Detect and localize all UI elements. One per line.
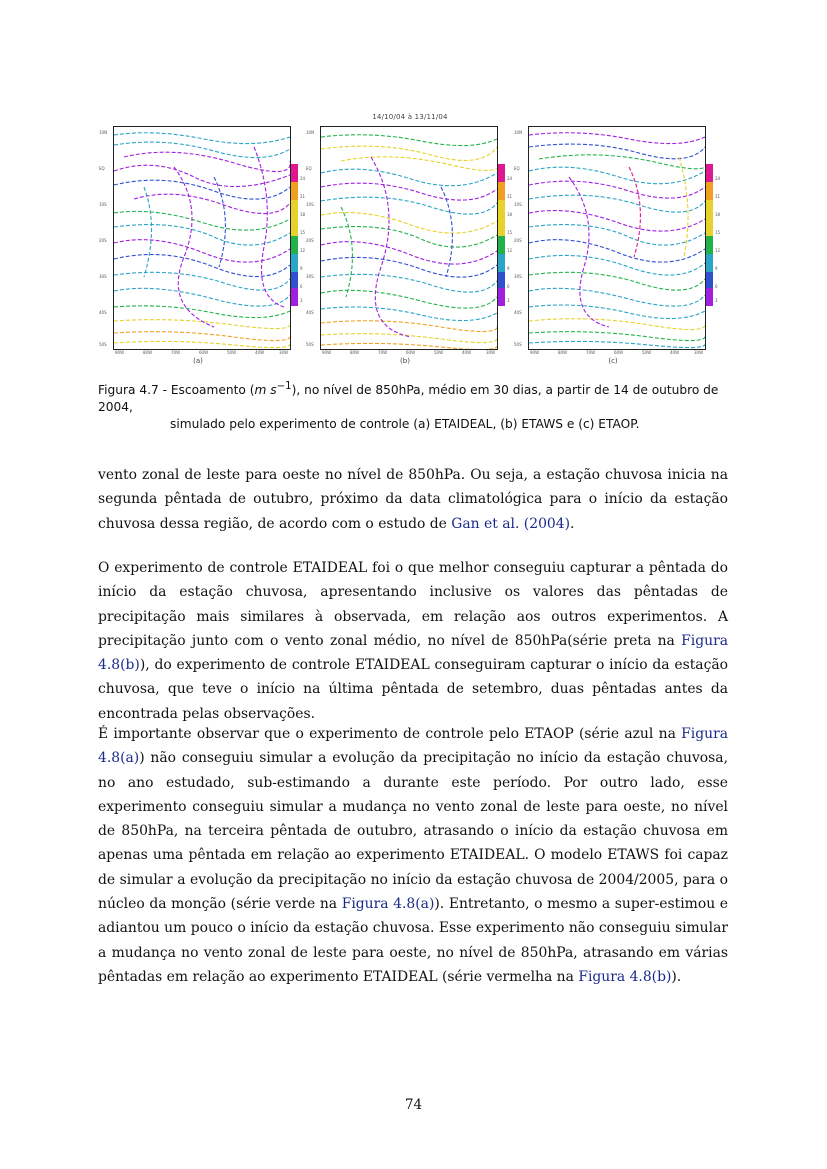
paragraph-2: O experimento de controle ETAIDEAL foi o que melhor conseguiu capturar a pêntada do início da estação chuvosa, apresentando inclusive os valores das pêntadas de precipitação mais similares à observada, em relação aos outros experimentos. A precipitação junto com o vento zonal médio, no nível de 850hPa(série preta na Figura 4.8(b)), do experimento de controle ETAIDEAL conseguiram capturar o início da estação chuvosa, que teve o início na última pêntada de setembro, duas pêntadas antes da encontrada pelas observações. xyxy=(98,560,728,722)
figure-link[interactable]: Figura 4.8(a) xyxy=(341,896,435,913)
colorbar-b-labels: 24 21 18 15 12 9 6 3 xyxy=(507,176,513,303)
y-axis-ticks: 10N EQ 10S 20S 30S 40S 50S xyxy=(99,130,108,347)
streamline-map xyxy=(320,126,498,350)
x-axis-ticks: 90W 80W 70W 60W 50W 40W 30W xyxy=(322,350,496,355)
x-axis-ticks: 90W 80W 70W 60W 50W 40W 30W xyxy=(115,350,289,355)
panel-label: (b) xyxy=(400,357,410,365)
paragraph-3: É importante observar que o experimento de controle pelo ETAOP (série azul na Figura 4.8(a)) não conseguiu simular a evolução da precipitação no início da estação chuvosa, no ano estudado, sub-estimando a durante este período. Por outro lado, esse experimento conseguiu simular a mudança no vento zonal de leste para oeste, no nível de 850hPa, na terceira pêntada de outubro, atrasando o início da estação chuvosa em apenas uma pêntada em relação ao experimento ETAIDEAL. O modelo ETAWS foi capaz de simular a evolução da precipitação no início da estação chuvosa de 2004/2005, para o núcleo da monção (série verde na Figura 4.8(a)). Entretanto, o mesmo a super-estimou e adiantou um pouco o início da estação chuvosa. Esse experimento não conseguiu simular a mudança no vento zonal de leste para oeste, no nível de 850hPa, atrasando em várias pêntadas em relação ao experimento ETAIDEAL (série vermelha na Figura 4.8(b)). xyxy=(98,726,728,985)
y-axis-ticks: 10N EQ 10S 20S 30S 40S 50S xyxy=(514,130,523,347)
map-panel-c xyxy=(514,126,706,365)
panel-label: (c) xyxy=(608,357,618,365)
paragraph-1: vento zonal de leste para oeste no nível de 850hPa. Ou seja, a estação chuvosa inicia na segunda pêntada de outubro, próximo da data climatológica para o início da estação chuvosa dessa região, de acordo com o estudo de Gan et al. (2004). xyxy=(98,467,728,532)
map-panel-a xyxy=(99,126,291,365)
figure-link[interactable]: Figura 4.8(b) xyxy=(578,968,672,985)
colorbar-b xyxy=(498,164,505,306)
colorbar-a xyxy=(291,164,298,306)
colorbar-c xyxy=(706,164,713,306)
streamline-map xyxy=(528,126,706,350)
figure-caption: Figura 4.7 - Escoamento (m $s^{-1}$), no nível de 850hPa, médio em 30 dias, a partir de 14 de outubro de 2004, simulado pelo experimento de controle (a) ETAIDEAL, (b) ETAWS e (c) ETAOP. xyxy=(98,381,719,432)
colorbar-c-labels: 24 21 18 15 12 9 6 3 xyxy=(715,176,721,303)
figure-link[interactable]: Figura 4.8(b) xyxy=(98,632,728,674)
citation-link[interactable]: Gan et al. (2004) xyxy=(451,515,570,532)
figure-link[interactable]: Figura 4.8(a) xyxy=(98,726,728,767)
streamline-map xyxy=(113,126,291,350)
y-axis-ticks: 10N EQ 10S 20S 30S 40S 50S xyxy=(306,130,315,347)
page-number: 74 xyxy=(404,1097,423,1113)
colorbar-a-labels: 24 21 18 15 12 9 6 3 xyxy=(300,176,306,303)
panel-label: (a) xyxy=(193,357,203,365)
x-axis-ticks: 90W 80W 70W 60W 50W 40W 30W xyxy=(530,350,704,355)
figure-header: 14/10/04 à 13/11/04 xyxy=(372,113,448,121)
map-panel-b xyxy=(306,126,498,365)
